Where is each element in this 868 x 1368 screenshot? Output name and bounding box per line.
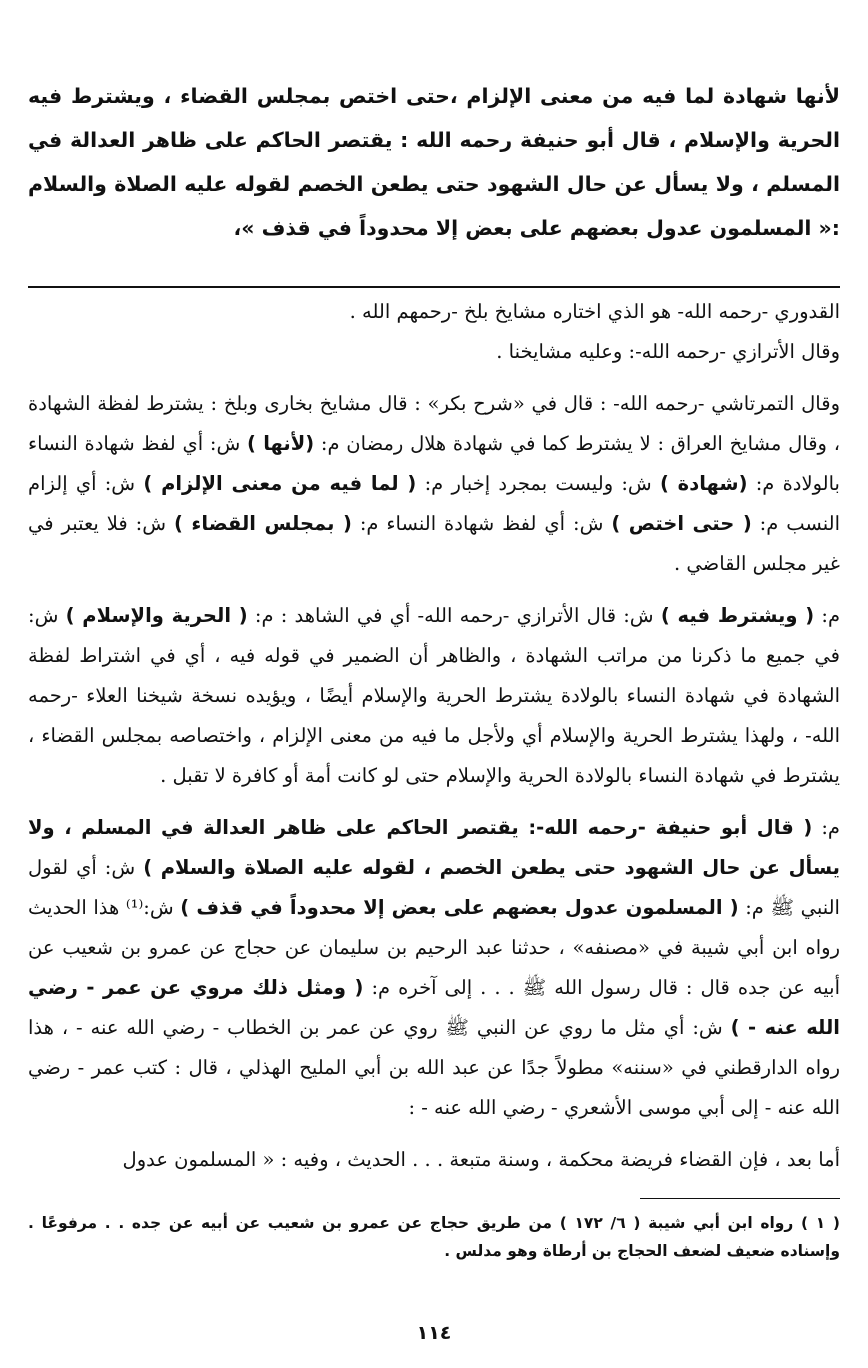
matn-quote: (لأنها ) <box>246 432 315 455</box>
matn-quote: ( قال أبو حنيفة -رحمه الله-: يقتصر الحاكم على ظاهر العدالة في المسلم ، ولا يسأل عن حال الشهود حتى يطعن الخصم ، لقوله عليه الصلاة والسلام ) <box>28 816 840 879</box>
text-run: ش: في جميع ما ذكرنا من مراتب الشهادة ، والظاهر أن الضمير في قوله فيه ، أي في اشتراط لفظة الشهادة في شهادة النساء بالولادة يشترط الحرية والإسلام أيضًا ، ويؤيده نسخة شيخنا العلاء -رحمه الله- ، ولهذا يشترط الحرية والإسلام أي ولأجل ما فيه من معنى الإلزام ، واختصاصه بمجلس القضاء ، يشترط في شهادة النساء بالولادة الحرية والإسلام حتى لو كانت أمة أو كافرة لا تقبل . <box>28 604 840 787</box>
commentary-paragraph-1: القدوري -رحمه الله- هو الذي اختاره مشايخ بلخ -رحمهم الله . <box>349 300 840 323</box>
text-run: م: <box>814 604 841 627</box>
text-run: ش: أي لقول النبي ﷺ م: <box>28 856 840 919</box>
separator-rule <box>28 286 840 288</box>
footnote: ( ١ ) رواه ابن أبي شيبة ( ٦/ ١٧٢ ) من طريق حجاج عن عمرو بن شعيب عن أبيه عن جده . . مرفوعًا . وإسناده ضعيف لضعف الحجاج بن أرطاة وهو مدلس . <box>28 1214 841 1260</box>
text-run: م: <box>812 816 841 839</box>
matn-quote: ( المسلمون عدول بعضهم على بعض إلا محدوداً في قذف ) <box>180 896 739 919</box>
text-run: ش:⁽¹⁾ هذا الحديث رواه ابن أبي شيبة في «مصنفه» ، حدثنا عبد الرحيم بن سليمان عن حجاج عن عمرو بن شعيب عن أبيه عن جده قال : قال رسول الله ﷺ . . . إلى آخره م: <box>28 896 840 999</box>
commentary-paragraph-2: وقال الأترازي -رحمه الله-: وعليه مشايخنا . <box>496 340 840 363</box>
commentary-paragraph-3 <box>28 384 840 584</box>
commentary-paragraph-4 <box>28 596 840 796</box>
matn-quote: ( بمجلس القضاء ) <box>173 512 352 535</box>
text-run: ش: أي لفظ شهادة النساء م: <box>351 512 612 535</box>
matn-quote: ( الحرية والإسلام ) <box>65 604 248 627</box>
matn-quote: ( ويشترط فيه ) <box>660 604 815 627</box>
text-run: ش: أي إلزام النسب م: <box>28 472 841 535</box>
matn-text: لأنها شهادة لما فيه من معنى الإلزام ،حتى اختص بمجلس القضاء ، ويشترط فيه الحرية والإسلام ، قال أبو حنيفة رحمه الله : يقتصر الحاكم على ظاهر العدالة في المسلم ، ولا يسأل عن حال الشهود حتى يطعن الخصم لقوله عليه الصلاة والسلام :« المسلمون عدول بعضهم على بعض إلا محدوداً في قذف »، <box>28 84 840 240</box>
text-run: ش: أي لفظ شهادة النساء بالولادة م: <box>28 432 840 495</box>
commentary <box>28 292 840 1180</box>
matn-quote: ( لما فيه من معنى الإلزام ) <box>143 472 417 495</box>
footnote-rule <box>640 1198 840 1199</box>
text-run: ش: وليست بمجرد إخبار م: <box>416 472 660 495</box>
text-run: ش: أي مثل ما روي عن النبي ﷺ روي عن عمر بن الخطاب - رضي الله عنه - ، هذا رواه الدارقطني في «سننه» مطولاً جدًا عن عبد الله بن أبي المليح الهذلي ، قال : كتب عمر - رضي الله عنه - إلى أبي موسى الأشعري - رضي الله عنه - : <box>28 1016 840 1119</box>
text-run: ش: فلا يعتبر في غير مجلس القاضي . <box>28 512 840 575</box>
commentary-paragraph-6: أما بعد ، فإن القضاء فريضة محكمة ، وسنة متبعة . . . الحديث ، وفيه : « المسلمون عدول <box>122 1148 840 1171</box>
text-run: ش: قال الأترازي -رحمه الله- أي في الشاهد : م: <box>247 604 661 627</box>
matn-quote: ( ومثل ذلك مروي عن عمر - رضي الله عنه - ) <box>28 976 840 1039</box>
matn-quote: (شهادة ) <box>659 472 748 495</box>
page-body <box>28 60 840 1265</box>
text-run: وقال التمرتاشي -رحمه الله- : قال في «شرح بكر» : قال مشايخ بخارى وبلخ : يشترط لفظة الشهادة ، وقال مشايخ العراق : لا يشترط كما في شهادة هلال رمضان م: <box>28 392 840 455</box>
matn-quote: ( حتى اختص ) <box>611 512 752 535</box>
page-number: ١١٤ <box>416 1322 452 1344</box>
commentary-paragraph-5 <box>28 808 840 1128</box>
